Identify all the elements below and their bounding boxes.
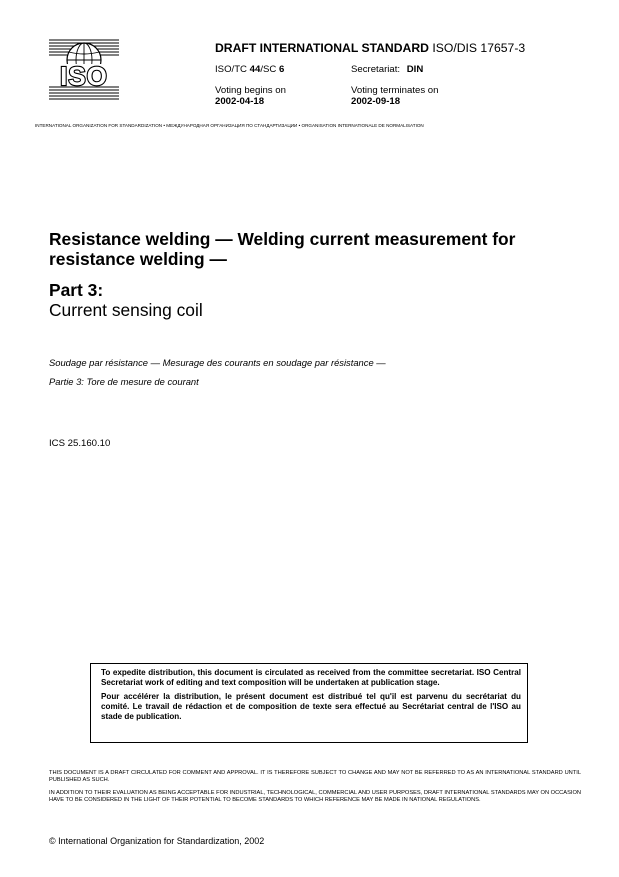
voting-ends-label: Voting terminates on <box>351 85 439 96</box>
regulation-disclaimer: IN ADDITION TO THEIR EVALUATION AS BEING ACCEPTABLE FOR INDUSTRIAL, TECHNOLOGICAL, COMMERCIAL AND USER PURPOSES, DRAFT INTERNATIONAL STANDARDS MAY ON OCCASION HAVE TO BE CONSIDERED IN THE LIGHT OF THEIR POTENTIAL TO BECOME STANDARDS TO WHICH REFERENCE MAY BE MADE IN NATIONAL REGULATIONS. <box>49 790 581 803</box>
secretariat <box>351 64 423 75</box>
organization-names-line: INTERNATIONAL ORGANIZATION FOR STANDARDIZATION • МЕЖДУНАРОДНАЯ ОРГАНИЗАЦИЯ ПО СТАНДАРТИЗАЦИИ • ORGANISATION INTERNATIONALE DE NORMALISATION <box>35 123 424 128</box>
voting-begins-date: 2002-04-18 <box>215 96 265 107</box>
voting-ends <box>351 85 438 107</box>
committee-sc-prefix: /SC <box>260 64 279 75</box>
french-title: Soudage par résistance — Mesurage des courants en soudage par résistance — <box>49 357 386 368</box>
document-number: ISO/DIS 17657-3 <box>432 41 526 55</box>
iso-logo <box>49 38 119 100</box>
voting-begins-label: Voting begins on <box>215 85 286 96</box>
iso-logo-text: ISO <box>60 61 108 91</box>
voting-begins <box>215 85 286 107</box>
committee-prefix: ISO/TC <box>215 64 250 75</box>
committee-tc: 44 <box>249 64 261 75</box>
draft-disclaimer: THIS DOCUMENT IS A DRAFT CIRCULATED FOR COMMENT AND APPROVAL. IT IS THEREFORE SUBJECT TO CHANGE AND MAY NOT BE REFERRED TO AS AN INTERNATIONAL STANDARD UNTIL PUBLISHED AS SUCH. <box>49 770 581 783</box>
part-subtitle: Current sensing coil <box>49 300 203 320</box>
notice-french: Pour accélérer la distribution, le présent document est distribué tel qu'il est parvenu du secrétariat du comité. Le travail de rédaction et de composition de texte sera effectué au Secrétariat central de l'ISO au stade de publication. <box>101 692 521 721</box>
distribution-notice-box <box>90 663 528 743</box>
committee-reference <box>215 64 284 75</box>
voting-ends-date: 2002-09-18 <box>351 96 401 107</box>
document-title: Resistance welding — Welding current measurement for resistance welding — <box>49 229 516 269</box>
part-label: Part 3: <box>49 280 104 300</box>
ics-code: ICS 25.160.10 <box>49 438 111 449</box>
copyright-notice: © International Organization for Standardization, 2002 <box>49 836 265 846</box>
french-part-title: Partie 3: Tore de mesure de courant <box>49 376 199 387</box>
document-header-title <box>215 41 525 55</box>
notice-english: To expedite distribution, this document is circulated as received from the committee secretariat. ISO Central Secretariat work of editing and text composition will be undertaken at publication stage. <box>101 668 521 687</box>
secretariat-value: DIN <box>406 64 424 75</box>
committee-sc: 6 <box>279 64 285 75</box>
document-type: DRAFT INTERNATIONAL STANDARD <box>215 41 429 55</box>
secretariat-label: Secretariat: <box>351 64 401 75</box>
